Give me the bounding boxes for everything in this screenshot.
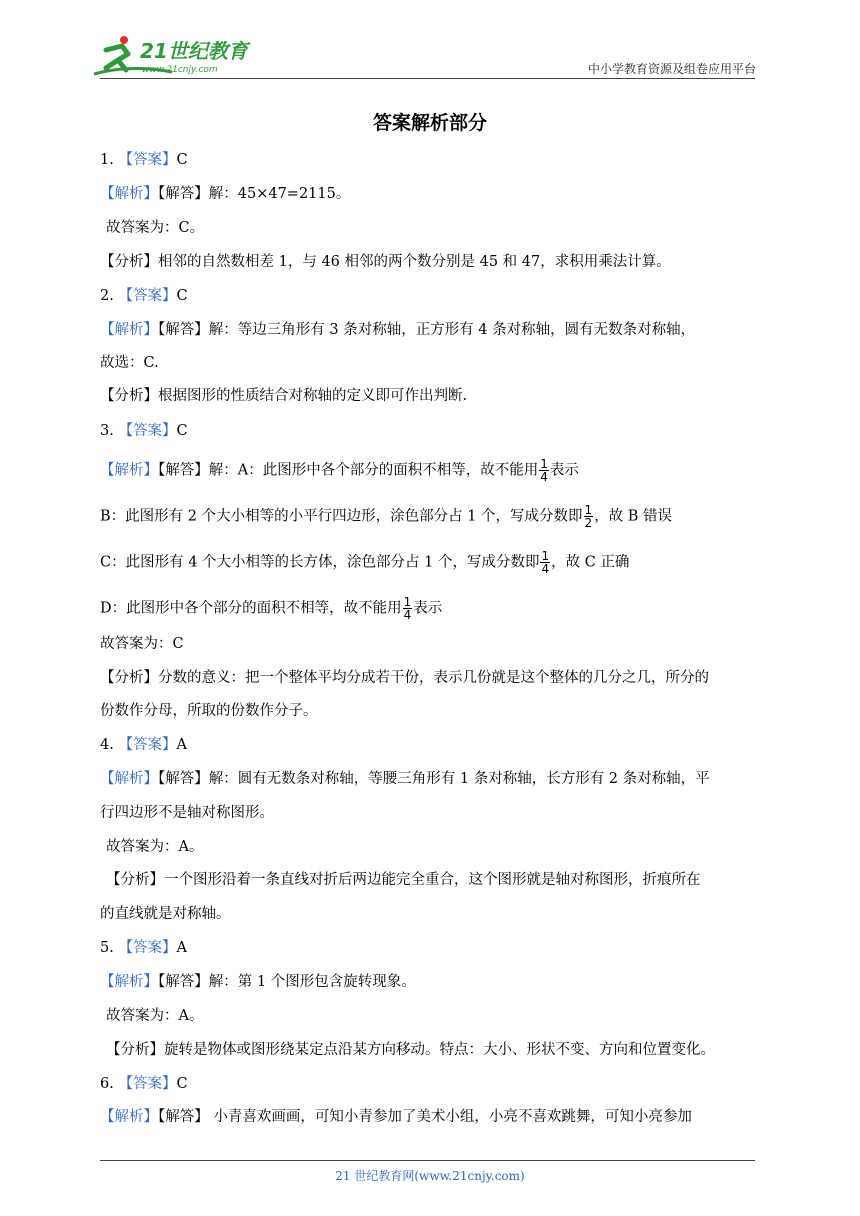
explanation-text: ，故 C 正确 (551, 554, 630, 571)
answer-choice: A (176, 737, 187, 753)
fraction-denominator: 4 (540, 470, 548, 484)
analysis-text: 解：45×47=2115。 (208, 186, 351, 202)
fenxi-tag: 【分析】 (106, 872, 164, 888)
analysis-text: 小青喜欢画画，可知小青参加了美术小组，小亮不喜欢跳舞，可知小亮参加 (208, 1109, 692, 1125)
fenxi-line (106, 870, 766, 890)
answer-choice: C (176, 288, 188, 304)
question-number: 4. (100, 737, 119, 753)
explanation-text: C：此图形有 4 个大小相等的长方体，涂色部分占 1 个，写成分数即 (100, 554, 540, 571)
line-text: 故选：C. (100, 355, 159, 371)
line-text: 的直线就是对称轴。 (100, 906, 231, 922)
line-text: 份数作分母，所取的份数作分子。 (100, 703, 318, 719)
site-logo (92, 34, 262, 78)
fenxi-text: 分数的意义：把一个整体平均分成若干份，表示几份就是这个整体的几分之几，所分的 (158, 670, 709, 686)
line-text: 故答案为：A。 (106, 839, 204, 855)
page-title: 答案解析部分 (372, 112, 487, 134)
option-explanation-line (100, 550, 760, 575)
explanation-text: 表示 (413, 600, 443, 617)
line-text: 故答案为：C。 (106, 220, 205, 236)
analysis-text: 解：第 1 个图形包含旋转现象。 (208, 974, 416, 990)
text-line (106, 218, 766, 238)
fenxi-tag: 【分析】 (100, 670, 158, 686)
fraction-numerator: 1 (540, 457, 548, 471)
answer-tag: 【答案】 (118, 737, 177, 753)
answer-line (100, 938, 760, 958)
text-line (100, 701, 760, 721)
analysis-text: 解：圆有无数条对称轴，等腰三角形有 1 条对称轴，长方形有 2 条对称轴，平 (208, 771, 710, 787)
analysis-text: 解：等边三角形有 3 条对称轴，正方形有 4 条对称轴，圆有无数条对称轴， (208, 322, 696, 338)
text-line (106, 1006, 766, 1026)
jieda-tag: 【解答】 (158, 1109, 209, 1125)
analysis-line (100, 184, 760, 204)
question-number: 1. (100, 152, 119, 168)
jiexi-tag: 【解析】 (100, 186, 158, 202)
question-number: 2. (100, 288, 119, 304)
jieda-tag: 【解答】 (158, 322, 209, 338)
text-line (100, 634, 760, 654)
fraction-numerator: 1 (403, 595, 412, 609)
option-explanation-line (100, 596, 760, 621)
answer-choice: C (176, 423, 188, 439)
fraction-numerator: 1 (584, 503, 593, 517)
fraction (584, 504, 594, 529)
page-header (0, 0, 860, 80)
answer-line (100, 421, 760, 441)
option-explanation-line (100, 504, 760, 529)
fenxi-line (100, 668, 760, 688)
fenxi-line (106, 1040, 766, 1060)
jieda-tag: 【解答】 (158, 186, 209, 202)
text-line (100, 353, 760, 373)
answer-tag: 【答案】 (118, 152, 177, 168)
fraction-denominator: 2 (584, 516, 593, 530)
answer-choice: C (176, 152, 188, 168)
analysis-line (100, 458, 760, 483)
jieda-tag: 【解答】 (158, 462, 209, 479)
fenxi-line (100, 386, 760, 406)
fenxi-line (100, 252, 760, 272)
fraction (539, 458, 549, 483)
answer-choice: C (176, 1076, 188, 1092)
fraction-denominator: 4 (541, 562, 550, 576)
jiexi-tag: 【解析】 (100, 462, 158, 479)
explanation-text: D：此图形中各个部分的面积不相等，故不能用 (100, 600, 402, 617)
fraction-numerator: 1 (541, 549, 550, 563)
fenxi-text: 一个图形沿着一条直线对折后两边能完全重合，这个图形就是轴对称图形，折痕所在 (164, 872, 701, 888)
fraction (403, 596, 413, 621)
answer-line (100, 150, 760, 170)
fenxi-tag: 【分析】 (106, 1042, 164, 1058)
line-text: 故答案为：C (100, 636, 184, 652)
fenxi-text: 根据图形的性质结合对称轴的定义即可作出判断. (158, 388, 468, 404)
svg-text:21世纪教育: 21世纪教育 (140, 39, 248, 63)
explanation-text: B：此图形有 2 个大小相等的小平行四边形，涂色部分占 1 个，写成分数即 (100, 508, 583, 525)
jiexi-tag: 【解析】 (100, 771, 158, 787)
fenxi-text: 相邻的自然数相差 1，与 46 相邻的两个数分别是 45 和 47，求积用乘法计算。 (158, 254, 671, 270)
jiexi-tag: 【解析】 (100, 974, 158, 990)
answer-tag: 【答案】 (118, 940, 177, 956)
line-text: 故答案为：A。 (106, 1008, 204, 1024)
answer-line (100, 735, 760, 755)
analysis-line (100, 972, 760, 992)
text-line (100, 904, 760, 924)
fenxi-tag: 【分析】 (100, 388, 158, 404)
analysis-text: 解：A：此图形中各个部分的面积不相等，故不能用 (208, 462, 539, 479)
fenxi-tag: 【分析】 (100, 254, 158, 270)
fraction (540, 550, 550, 575)
svg-text:www.21cnjy.com: www.21cnjy.com (142, 65, 218, 75)
site-name: 中小学教育资源及组卷应用平台 (587, 62, 756, 76)
text-line (100, 803, 760, 823)
question-number: 6. (100, 1076, 119, 1092)
header-divider (100, 78, 755, 79)
answer-choice: A (176, 940, 187, 956)
answer-tag: 【答案】 (118, 423, 177, 439)
fenxi-text: 旋转是物体或图形绕某定点沿某方向移动。特点：大小、形状不变、方向和位置变化。 (164, 1042, 715, 1058)
footer-divider (100, 1160, 755, 1161)
fraction-denominator: 4 (403, 608, 412, 622)
answer-line (100, 286, 760, 306)
line-text: 行四边形不是轴对称图形。 (100, 805, 274, 821)
jiexi-tag: 【解析】 (100, 1109, 158, 1125)
analysis-line (100, 1107, 760, 1127)
answer-tag: 【答案】 (118, 288, 177, 304)
question-number: 3. (100, 423, 119, 439)
answer-tag: 【答案】 (118, 1076, 177, 1092)
jieda-tag: 【解答】 (158, 771, 209, 787)
analysis-line (100, 769, 760, 789)
footer-source: 21 世纪教育网(www.21cnjy.com) (335, 1169, 525, 1183)
jiexi-tag: 【解析】 (100, 322, 158, 338)
jieda-tag: 【解答】 (158, 974, 209, 990)
explanation-text: ，故 B 错误 (594, 508, 673, 525)
answer-line (100, 1074, 760, 1094)
analysis-text: 表示 (549, 462, 579, 479)
text-line (106, 837, 766, 857)
question-number: 5. (100, 940, 119, 956)
analysis-line (100, 320, 760, 340)
